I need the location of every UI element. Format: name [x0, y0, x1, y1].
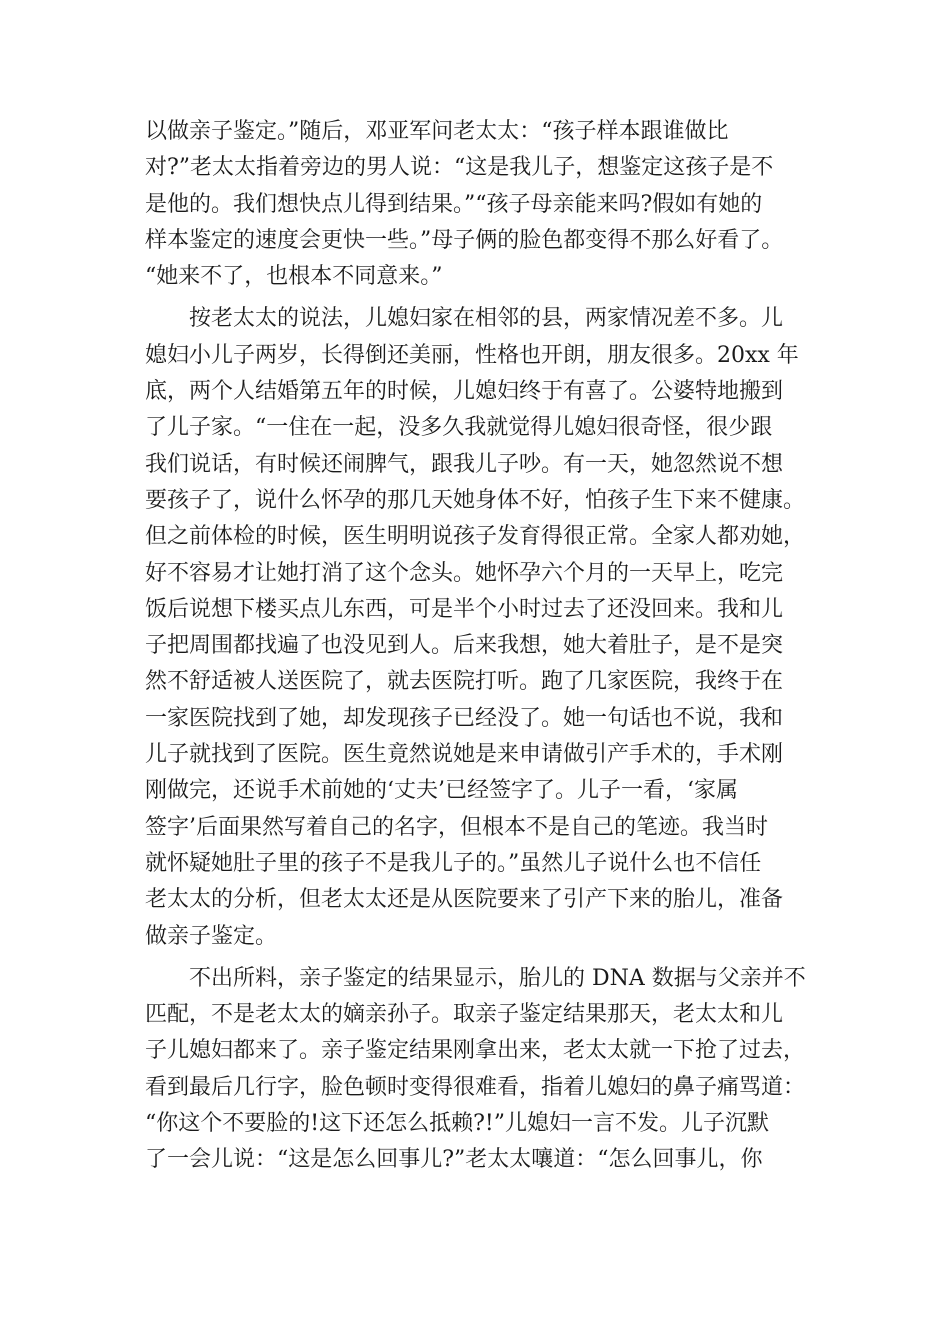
text-line: “你这个不要脸的!这下还怎么抵赖?!”儿媳妇一言不发。儿子沉默 — [145, 1111, 769, 1137]
text-line: 好不容易才让她打消了这个念头。她怀孕六个月的一天早上，吃完 — [145, 560, 784, 586]
text-line: 要孩子了，说什么怀孕的那几天她身体不好，怕孩子生下来不健康。 — [145, 487, 806, 513]
text-line: “她来不了，也根本不同意来。” — [145, 264, 443, 290]
text-line: 按老太太的说法，儿媳妇家在相邻的县，两家情况差不多。儿 — [145, 306, 784, 332]
text-line: 老太太的分析，但老太太还是从医院要来了引产下来的胎儿，准备 — [145, 887, 784, 913]
body-text — [145, 114, 825, 1179]
text-line: 做亲子鉴定。 — [145, 923, 278, 949]
paragraph-3 — [145, 961, 825, 1179]
text-line: 儿子就找到了医院。医生竟然说她是来申请做引产手术的，手术刚 — [145, 742, 784, 768]
text-line: 对?”老太太指着旁边的男人说：“这是我儿子，想鉴定这孩子是不 — [145, 155, 774, 181]
text-line: 但之前体检的时候，医生明明说孩子发育得很正常。全家人都劝她， — [145, 524, 806, 550]
text-line: 一家医院找到了她，却发现孩子已经没了。她一句话也不说，我和 — [145, 705, 784, 731]
text-line: 了儿子家。“一住在一起，没多久我就觉得儿媳妇很奇怪，很少跟 — [145, 415, 773, 441]
text-line: 看到最后几行字，脸色顿时变得很难看，指着儿媳妇的鼻子痛骂道： — [145, 1074, 806, 1100]
text-line: 子把周围都找遍了也没见到人。后来我想，她大着肚子，是不是突 — [145, 633, 784, 659]
paragraph-2 — [145, 301, 825, 954]
text-line: 就怀疑她肚子里的孩子不是我儿子的。”虽然儿子说什么也不信任 — [145, 850, 762, 876]
text-line: 不出所料，亲子鉴定的结果显示，胎儿的 DNA 数据与父亲并不 — [145, 965, 806, 991]
text-line: 以做亲子鉴定。”随后，邓亚军问老太太：“孩子样本跟谁做比 — [145, 119, 729, 144]
text-line: 是他的。我们想快点儿得到结果。”“孩子母亲能来吗?假如有她的 — [145, 191, 763, 217]
text-line: 媳妇小儿子两岁，长得倒还美丽，性格也开朗，朋友很多。20xx 年 — [145, 342, 799, 368]
text-line: 我们说话，有时候还闹脾气，跟我儿子吵。有一天，她忽然说不想 — [145, 451, 784, 477]
text-line: 底，两个人结婚第五年的时候，儿媳妇终于有喜了。公婆特地搬到 — [145, 379, 784, 405]
text-line: 刚做完，还说手术前她的‘丈夫’已经签字了。儿子一看，‘家属 — [145, 778, 738, 804]
paragraph-1 — [145, 114, 825, 295]
text-line: 饭后说想下楼买点儿东西，可是半个小时过去了还没回来。我和儿 — [145, 596, 784, 622]
text-line: 然不舒适被人送医院了，就去医院打听。跑了几家医院，我终于在 — [145, 669, 784, 695]
text-line: 样本鉴定的速度会更快一些。”母子俩的脸色都变得不那么好看了。 — [145, 227, 784, 253]
text-line: 子儿媳妇都来了。亲子鉴定结果刚拿出来，老太太就一下抢了过去， — [145, 1038, 806, 1064]
text-line: 了一会儿说：“这是怎么回事儿?”老太太嚷道：“怎么回事儿，你 — [145, 1147, 763, 1173]
text-line: 签字’后面果然写着自己的名字，但根本不是自己的笔迹。我当时 — [145, 814, 768, 840]
text-line: 匹配，不是老太太的嫡亲孙子。取亲子鉴定结果那天，老太太和儿 — [145, 1002, 784, 1028]
